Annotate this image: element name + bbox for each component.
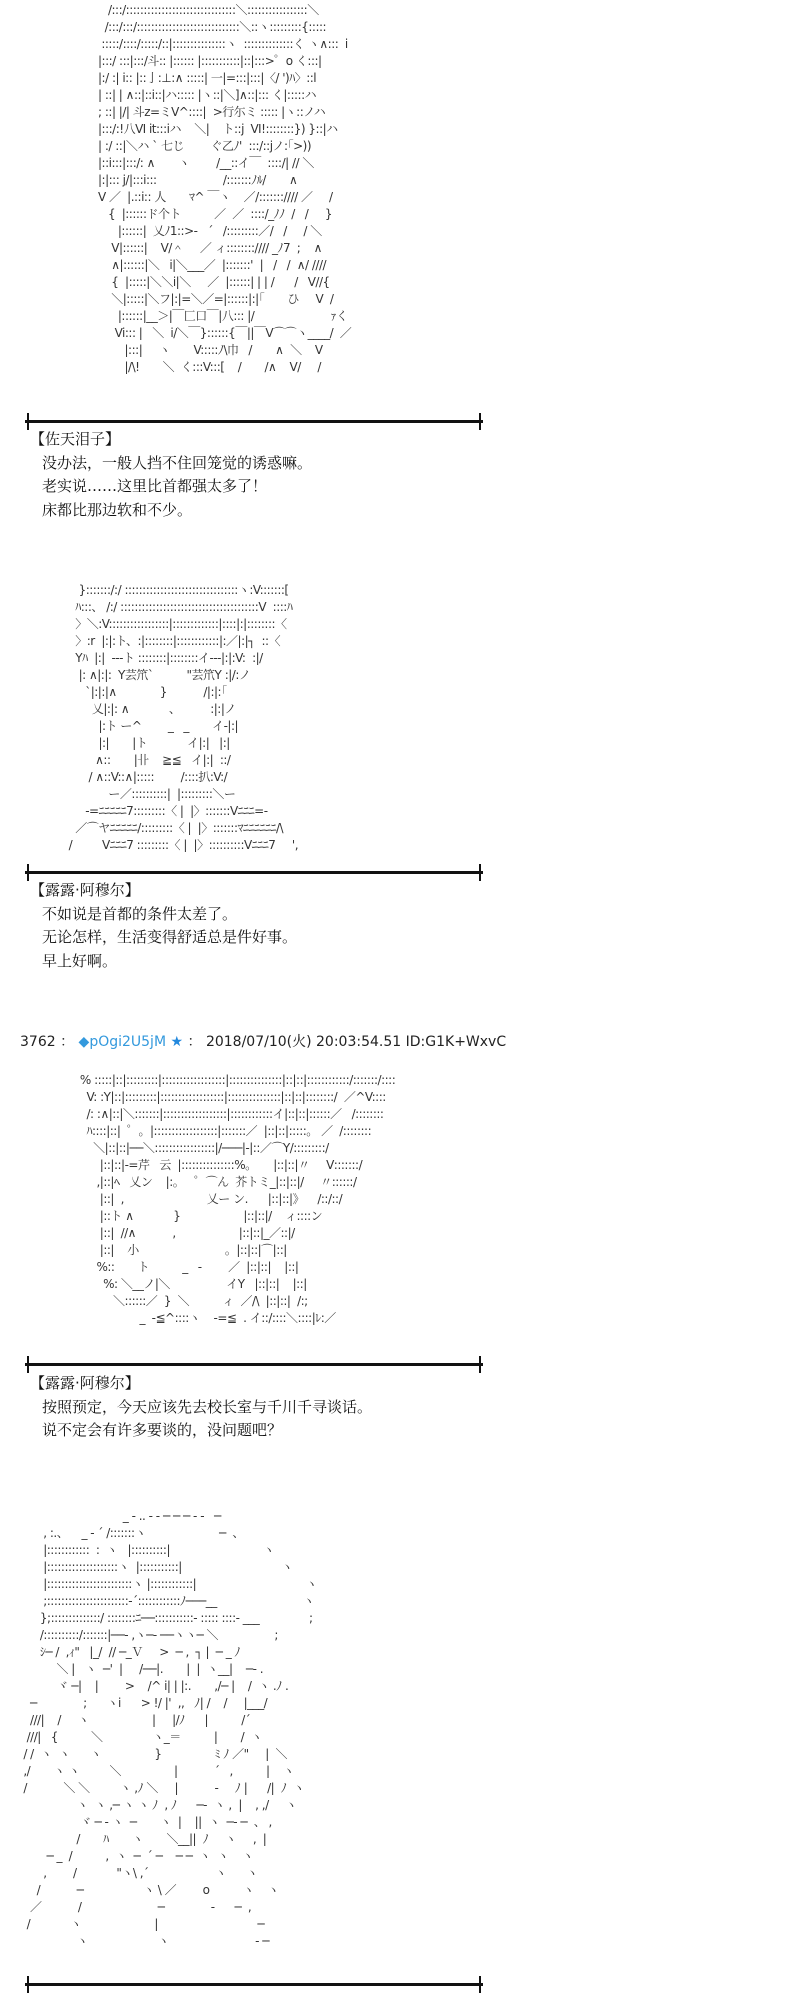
ascii-art-line: / / ヽ ヽ ヽ } ﾐ ﾉ ／" | ＼	[20, 1747, 287, 1761]
ascii-art-line: { |::::::ド个ト ／ ／ ::::/_ﾉﾉ / / }	[98, 207, 332, 221]
ascii-art-line: |::::::|__＞|￣匚口￣|八::: |/ ｧく	[98, 309, 348, 323]
ascii-art-line: };::::::::::::::/ ::::::::ﾆ──:::::::::::‐ ::::: ::::‐ ___ ;	[20, 1611, 313, 1625]
dialogue-line: 没办法，一般人挡不住回笼觉的诱惑嘛。	[42, 453, 313, 472]
ascii-art-line: -=ﾆﾆﾆﾆﾆ7:::::::::〈 | |〉:::::::Vﾆﾆﾆ=-	[62, 804, 268, 818]
post-datetime: 2018/07/10(火) 20:03:54.51	[205, 1034, 402, 1050]
ascii-art-line: |::ト ∧ } |::|::|/ ィ::::ン	[60, 1209, 323, 1223]
dialogue-line: 按照预定，今天应该先去校长室与千川千寻谈话。	[42, 1397, 373, 1416]
ascii-art-line: ヾ ─| | > /^ i| | |:. ,/─ | / ヽ .ﾉ .	[20, 1679, 289, 1693]
ascii-art-line: ／ / ─ ‐ ─ ,	[20, 1900, 252, 1914]
ascii-art-line: /:::/:::/:::::::::::::::::::::::::::::＼::ヽ:::::::::{:::::	[98, 20, 327, 34]
ascii-art-line: , :.、 _ - ´ /:::::::ヽ ─ 、	[20, 1526, 244, 1540]
poster-tripcode-link[interactable]: ◆pOgi2U5jM	[78, 1034, 167, 1050]
ascii-art-ruru-2	[60, 1072, 395, 1327]
separator-line	[25, 420, 483, 423]
ascii-art-line: |:::/:!八Ⅵ it:::iハ ＼| ト::j Ⅵ!::::::::}) }::|ハ	[98, 122, 338, 136]
ascii-art-line: |::::::::::::::::::::::::ヽ |::::::::::::| ヽ	[20, 1577, 318, 1591]
ascii-art-line: ///| { ＼ ヽ_＝ | / ヽ	[20, 1730, 263, 1744]
ascii-art-line: _ ‐ .. ‐ ‐ ─ ─ ─ ‐ ‐ ─	[20, 1509, 221, 1523]
separator-line	[25, 1363, 483, 1366]
ascii-art-line: % :::::|::|:::::::::|::::::::::::::::::|:::::::::::::::|::|::|::::::::::::/:::::::/::::	[60, 1073, 396, 1087]
dialogue-line: 说不定会有许多要谈的，没问题吧？	[42, 1421, 283, 1439]
ascii-art-line: V|::::::| V/＾ ／ ィ:::::::://// _ﾉ7 ; ∧	[98, 241, 322, 255]
post-id: ID:G1K+WxvC	[405, 1034, 507, 1050]
ascii-art-line: |/\! ＼ く:::V:::[ / /∧ V/ /	[98, 360, 321, 374]
ascii-art-line: 乂|:|: ∧ 、 :|:|ノ	[62, 702, 236, 716]
dialogue-line: 不如说是首都的条件太差了。	[42, 904, 238, 923]
separator-line	[25, 1983, 483, 1986]
ascii-art-line: /::::::::::/:::::::|──‐ ,ヽ─‐ ──ヽヽ─ ＼ ;	[20, 1628, 278, 1642]
ascii-art-line: ヽ ヽ ,─ ヽ ヽ ﾉ , ﾉ ─‐ ヽ , | , ,/ ヽ	[20, 1798, 297, 1812]
ascii-art-line: { |:::::|＼＼i|＼ ／ |::::::| | | / / V//{	[98, 275, 330, 289]
dialogue-ruru-2	[30, 1372, 372, 1443]
ascii-art-line: |:ト ー^ _ _ イ-|:|	[62, 719, 239, 733]
ascii-art-saten	[98, 2, 351, 376]
ascii-art-line: V: :Y|::|:::::::::|::::::::::::::::::|:::::::::::::::|::|::|::::::::/ ／^V::::	[60, 1090, 386, 1104]
dialogue-saten	[30, 428, 312, 522]
ascii-art-line: V ／ |.::i:: 人 ﾏ^ ￣ヽ ／/::::::://// ／ /	[98, 190, 333, 204]
ascii-art-line: ─ ; ヽi > !/ |' ,, ﾉ| / / |___/	[20, 1696, 268, 1710]
post-number: 3762	[20, 1034, 56, 1050]
ascii-art-line: |:::/ :::|:::/斗:: |:::::: |:::::::::::|::|:::>゜o く:::|	[98, 54, 322, 68]
ascii-art-line: ∧|::::::|＼ i|＼___／ |:::::::' | / / ∧/ ////	[98, 258, 327, 272]
dialogue-line: 床都比那边软和不少。	[42, 500, 193, 519]
ascii-art-line: |::::::| 乂ﾉ1::>- ´ /:::::::::／/ / / ＼	[98, 224, 322, 238]
ascii-art-line: / ∧::V::∧|::::: /::::扒:V:/	[62, 770, 228, 784]
speaker-name: 【露露·阿穆尔】	[30, 881, 140, 899]
ascii-art-line: / ─ ヽ \ ／ o ヽ ヽ	[20, 1883, 279, 1897]
post-sep: ：	[187, 1034, 202, 1050]
post-sep: ：	[60, 1034, 75, 1050]
ascii-art-line: 〉:r |:|:ト、:|::::::::|::::::::::::|:／|:|┐ ::〈	[62, 634, 281, 648]
ascii-art-line: ,/ ヽ ヽ ＼ | ´ , | ヽ	[20, 1764, 295, 1778]
ascii-art-line: Vi::: | ＼ i/＼￣}::::::{￣||￣V⌒⌒ヽ____/ ／	[98, 326, 352, 340]
ascii-art-line: %:: ト _ ‐ ／ |::|::| |::|	[60, 1260, 299, 1274]
ascii-art-line: | :/ ::|＼ハ ` 七じ ぐ乙ﾉ' :::/::jノ:｢>))	[98, 139, 312, 153]
ascii-art-line: ＼|::|::|──＼:::::::::::::::::|/───|-|::／⌒Y/:::::::::/	[60, 1141, 329, 1155]
ascii-art-ruru-1	[62, 582, 298, 854]
ascii-art-line: |:| |ト イ|:| |:|	[62, 736, 230, 750]
post-header	[20, 1031, 506, 1051]
ascii-art-line: ＼ | ヽ ─' | /──|. | | ヽ__| ─‐ .	[20, 1662, 264, 1676]
star-icon: ★	[170, 1034, 184, 1050]
separator-line	[25, 871, 483, 874]
ascii-art-line: Yﾊ |:| ---ト ::::::::|::::::::イ---|:|:V: :|/	[62, 651, 263, 665]
ascii-art-character-hat	[20, 1508, 317, 1950]
ascii-art-line: / ヽ | ─	[20, 1917, 265, 1931]
dialogue-ruru-1	[30, 879, 297, 973]
ascii-art-line: ; ::| |/| 斗z=ミV^::::| >行尓ミ ::::: |ヽ::ノハ	[98, 105, 326, 119]
ascii-art-line: /:::/:::::::::::::::::::::::::::::::＼:::::::::::::::::＼	[98, 3, 319, 17]
ascii-art-line: / Vﾆﾆﾆ7 :::::::::〈 | |〉::::::::::Vﾆﾆﾆ7 ',	[62, 838, 299, 852]
ascii-art-line: ｼ─ / ,ｨ" |_/ // ─_Ｖ > ─ , ┐ | ─ _ ﾉ	[20, 1645, 241, 1659]
ascii-art-line: |::i:::|:::/: ∧ ヽ /__::イ￣ ::::/| // ＼	[98, 156, 314, 170]
dialogue-line: 无论怎样，生活变得舒适总是件好事。	[42, 928, 298, 946]
ascii-art-line: ∧:: |卝 ≧≦ イ|:| ::/	[62, 753, 231, 767]
ascii-art-line: , / "ヽ\ ,´ ヽ ヽ	[20, 1866, 258, 1880]
ascii-art-line: |:::| ヽ V:::::ﾉ\巾 / ∧ ＼ V	[98, 343, 323, 357]
ascii-art-line: ヾ ─ ‐ ヽ ─ ヽ | || ヽ ─‐ ─ 、 ,	[20, 1815, 272, 1829]
ascii-art-line: ﾊ:::、 /:/ :::::::::::::::::::::::::::::::::::::::V ::::ﾊ	[62, 600, 293, 614]
ascii-art-line: |:|::: j/|:::i::: /:::::::ﾉﾙ/ ∧	[98, 173, 298, 187]
ascii-art-line: ＼|:::::|＼フ|:|=＼／=|::::::|:|｢ ひ V /	[98, 292, 334, 306]
ascii-art-line: /: :∧|::|＼:::::::|::::::::::::::::::|::::::::::::イ|::|::|::::::／ /::::::::	[60, 1107, 384, 1121]
ascii-art-line: ＼::::::／ } ＼ ィ ／/\ |::|::| /:;	[60, 1294, 308, 1308]
ascii-art-line: |::| //∧ , |::|::|_／::|/	[60, 1226, 295, 1240]
ascii-art-line: 〉＼:V:::::::::::::::::|:::::::::::::|::::|:|::::::::〈	[62, 617, 287, 631]
speaker-name: 【佐天泪子】	[30, 430, 121, 448]
ascii-art-line: ﾊ::::|::| ゜。|::::::::::::::::::|:::::::／ |::|::|:::::。 ／ /::::::::	[60, 1124, 372, 1138]
dialogue-line: 老实说……这里比首都强太多了！	[42, 477, 268, 495]
ascii-art-line: :::::/::::/:::::/::|:::::::::::::::ヽ ::::::::::::::く ヽ∧::: i	[98, 37, 348, 51]
ascii-art-line: ー／::::::::::| |:::::::::＼ー	[62, 787, 236, 801]
ascii-art-line: |:::::::::::: : ヽ |::::::::::| ヽ	[20, 1543, 275, 1557]
ascii-art-line: / ﾊ ヽ ＼__|| ﾉ ヽ , |	[20, 1832, 267, 1846]
speaker-name: 【露露·阿穆尔】	[30, 1374, 140, 1392]
ascii-art-line: ,|::|ﾍ 乂ン |:。 ゜⌒ん 芥トミ_|::|::|/ 〃::::::/	[60, 1175, 357, 1189]
ascii-art-line: }:::::::/:/ ::::::::::::::::::::::::::::::::ヽ:V:::::::[	[62, 583, 289, 597]
ascii-art-line: ／⌒ヤﾆﾆﾆﾆﾆ/:::::::::〈 | |〉:::::::ﾏﾆﾆﾆﾆﾆﾆ/\	[62, 821, 284, 835]
ascii-art-line: ///| / ヽ | |/ﾉ | /´	[20, 1713, 251, 1727]
ascii-art-line: _ -≦^::::ヽ -=≦ . イ::/::::＼::::|ﾚ:／	[60, 1311, 336, 1325]
ascii-art-line: |: ∧|:|: Y芸笊` "芸笊Y :|/:ノ	[62, 668, 251, 682]
ascii-art-line: ;:::::::::::::::::::::::-´::::::::::::ﾉ───__ ヽ	[20, 1594, 315, 1608]
ascii-art-line: |::| , 乂ー ン. |::|::|》 /::/::/	[60, 1192, 343, 1206]
dialogue-line: 早上好啊。	[42, 951, 118, 970]
ascii-art-line: | ::| | ∧::|::i::|ハ::::: |ヽ::|＼]∧::|::: く|:::::ハ	[98, 88, 317, 102]
ascii-art-line: / ＼ ＼ ヽ ,ﾉ ＼ | - ﾉ | /| ﾉ ヽ	[20, 1781, 305, 1795]
ascii-art-line: |::::::::::::::::::::ヽ |:::::::::::| ヽ	[20, 1560, 293, 1574]
ascii-art-line: %: ＼__ノ|＼ イY |::|::| |::|	[60, 1277, 307, 1291]
ascii-art-line: `|:|:|∧ } /|:|:｢	[62, 685, 227, 699]
ascii-art-line: ヽ ヽ ‐ ─	[20, 1934, 269, 1948]
ascii-art-line: |::|::|-=芹 云 |:::::::::::::::%。 |::|::|〃 Ⅴ:::::::/	[60, 1158, 363, 1172]
ascii-art-line: ─ _ / , ヽ ─ ´ ─ ─ ─ ヽ ヽ ヽ	[20, 1849, 254, 1863]
ascii-art-line: |:/ :| i:: |::亅:⊥:∧ :::::| 一|=:::|:::|〈/ ')ﾊ〉::l	[98, 71, 317, 85]
ascii-art-line: |::| 小 。|::|::|⌒|::|	[60, 1243, 287, 1257]
